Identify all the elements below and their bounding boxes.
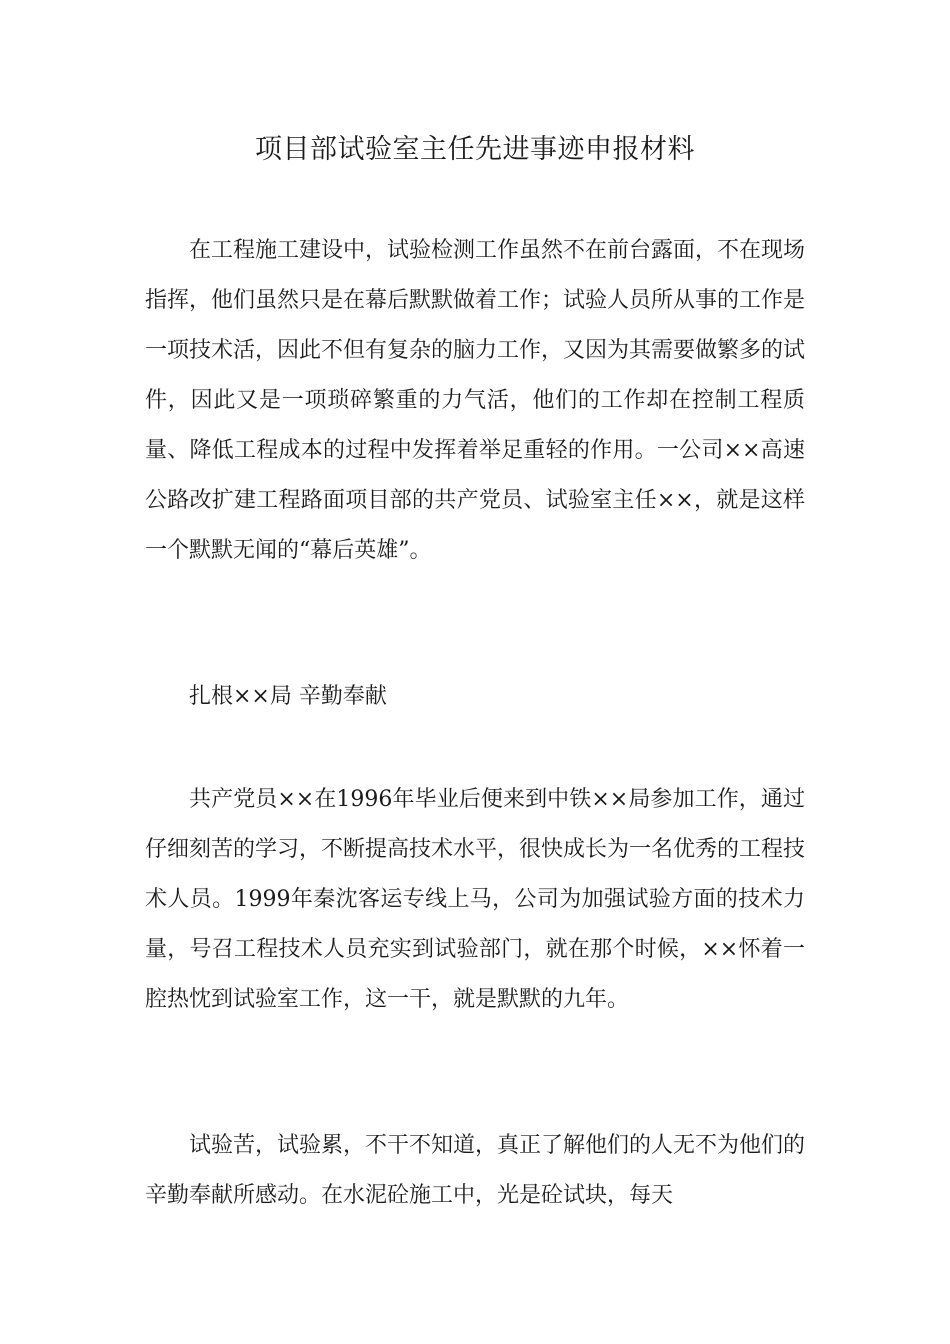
paragraph-career: 共产党员××在1996年毕业后便来到中铁××局参加工作，通过仔细刻苦的学习，不断提高技术水平，很快成长为一名优秀的工程技术人员。1999年秦沈客运专线上马，公司为加强试验方面的技术力量，号召工程技术人员充实到试验部门，就在那个时候，××怀着一腔热忱到试验室工作，这一干，就是默默的九年。 — [145, 787, 806, 1012]
section-heading: 扎根××局 辛勤奉献 — [189, 684, 387, 709]
paragraph-intro: 在工程施工建设中，试验检测工作虽然不在前台露面，不在现场指挥，他们虽然只是在幕后默默做着工作；试验人员所从事的工作是一项技术活，因此不但有复杂的脑力工作，又因为其需要做繁多的试件，因此又是一项琐碎繁重的力气活，他们的工作却在控制工程质量、降低工程成本的过程中发挥着举足重轻的作用。一公司××高速公路改扩建工程路面项目部的共产党员、试验室主任××，就是这样一个默默无闻的“幕后英雄”。 — [145, 238, 806, 563]
paragraph-work: 试验苦，试验累，不干不知道，真正了解他们的人无不为他们的辛勤奉献所感动。在水泥砼施工中，光是砼试块，每天 — [145, 1133, 806, 1208]
document-title: 项目部试验室主任先进事迹申报材料 — [255, 134, 695, 165]
